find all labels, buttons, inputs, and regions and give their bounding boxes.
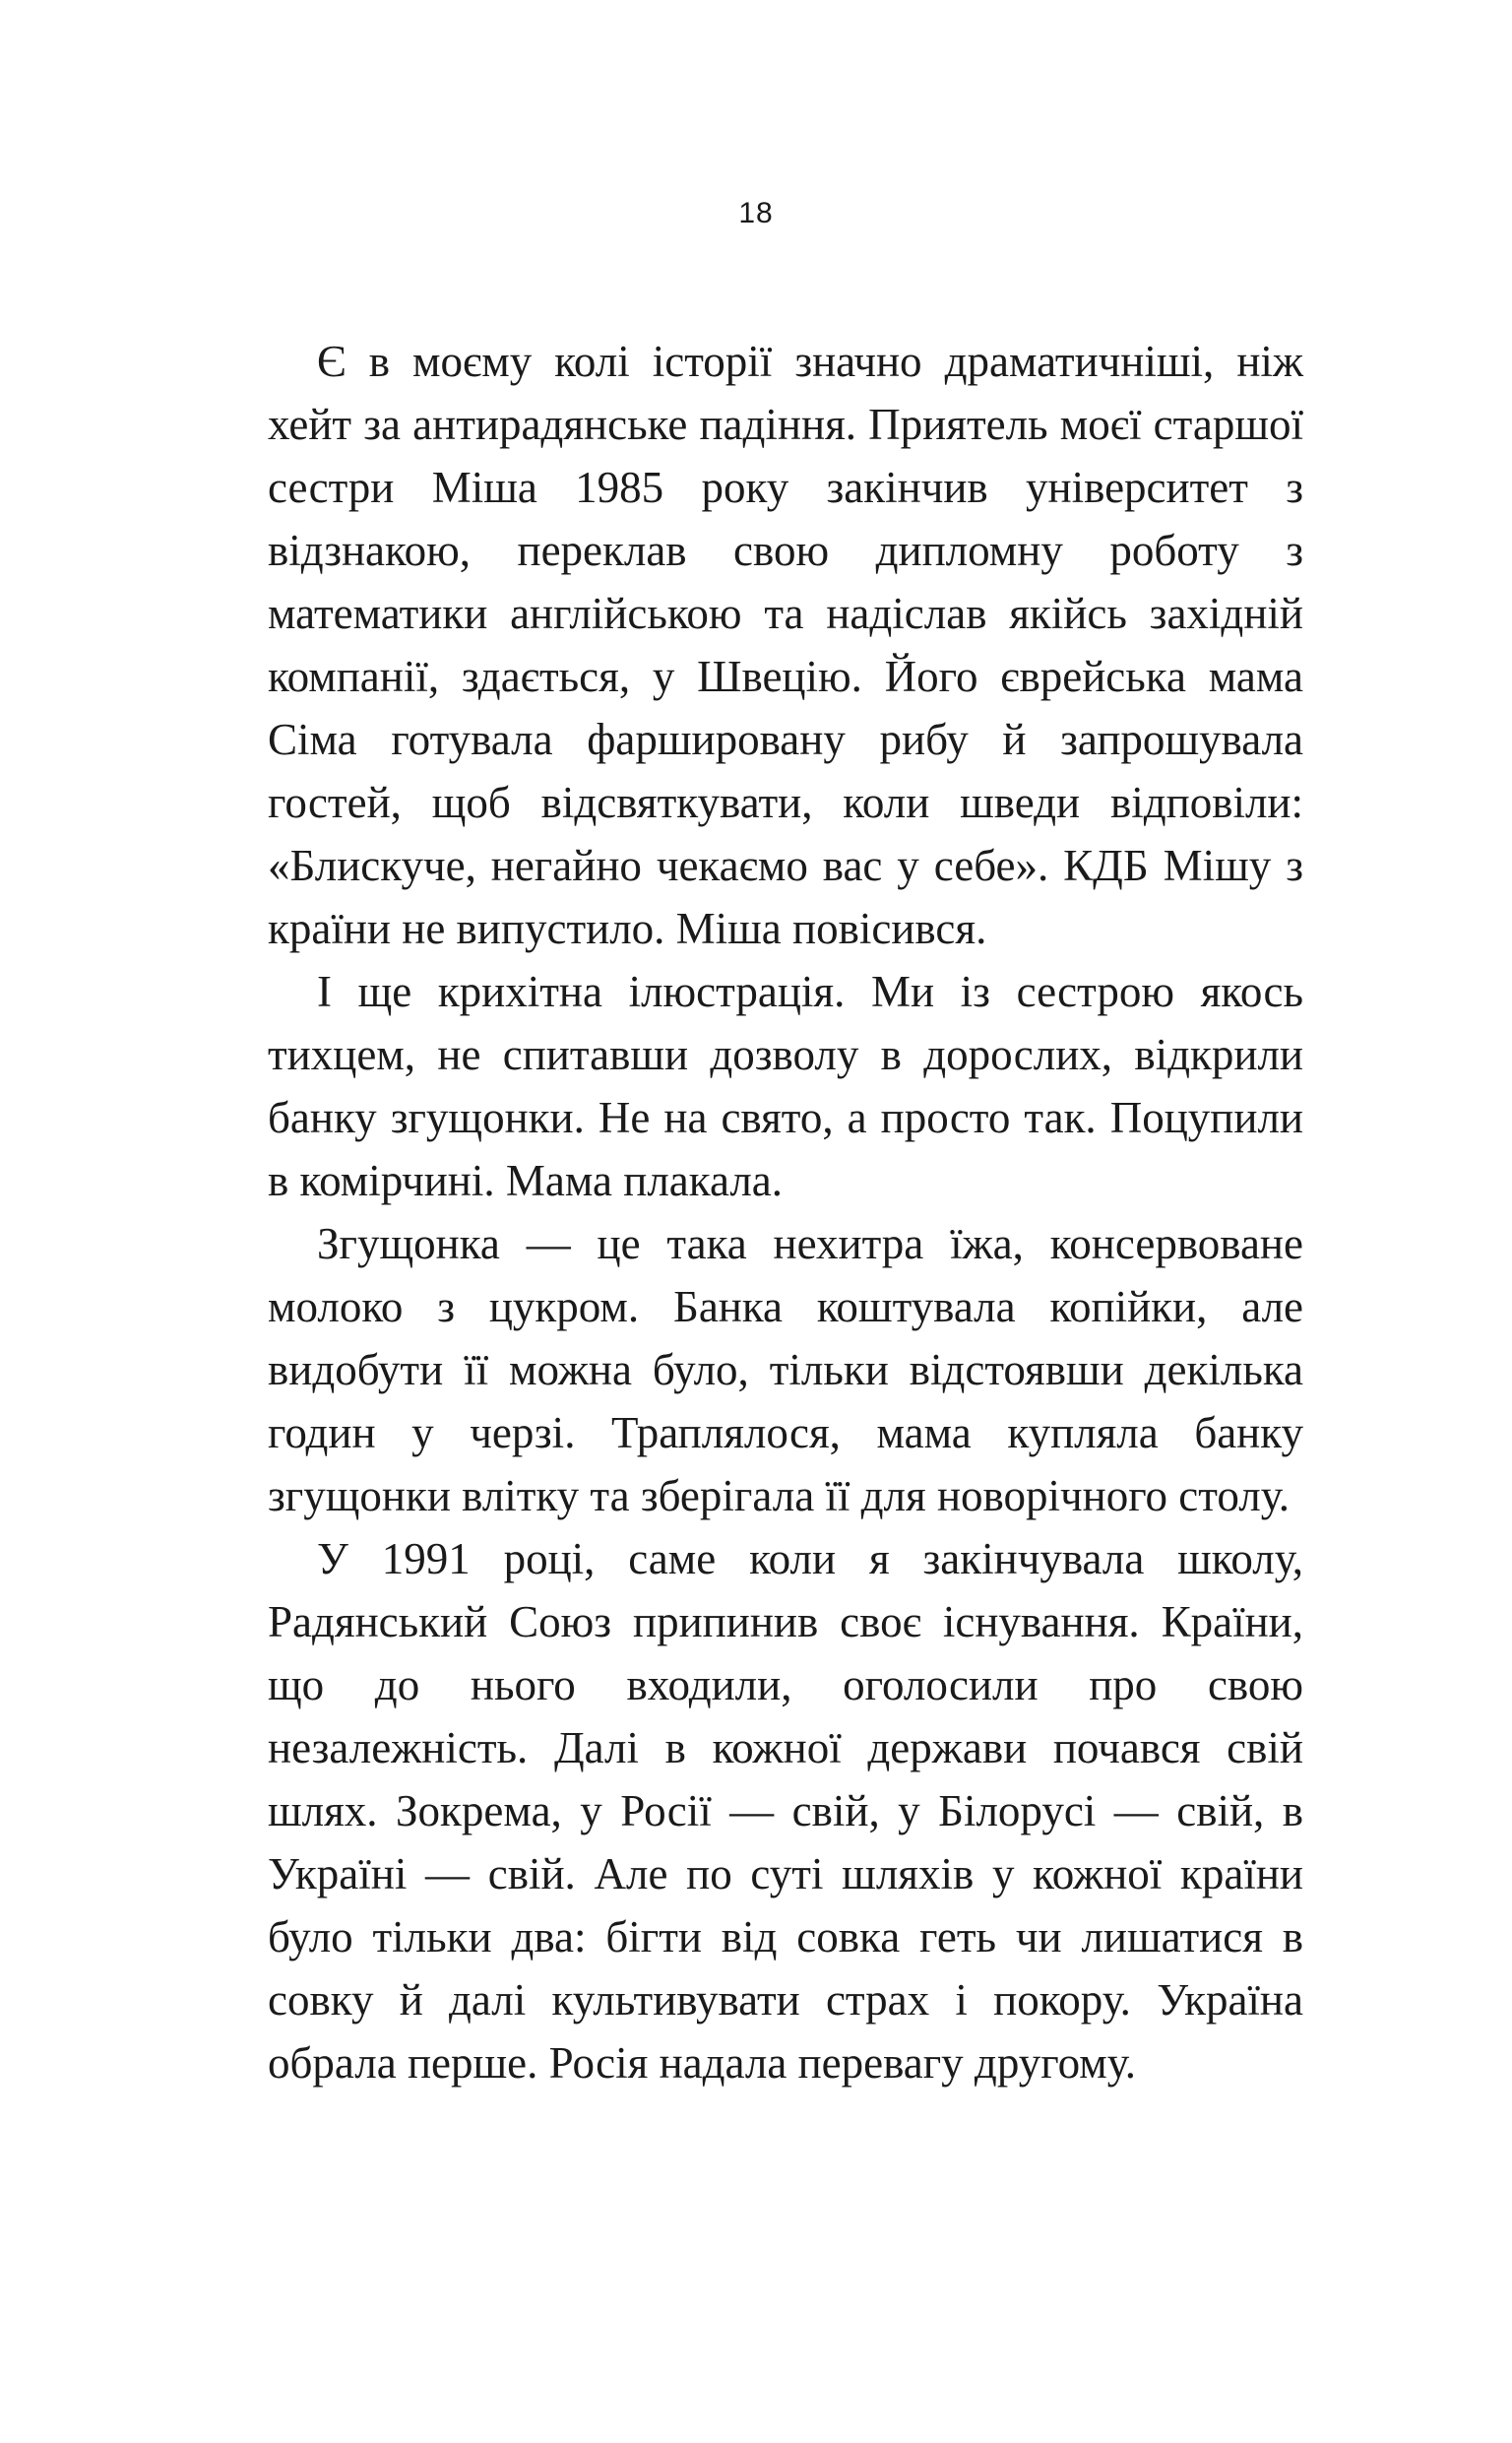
paragraph-1: Є в моєму колі історії значно драматичніші, ніж хейт за антирадянське падіння. Приятель моєї старшої сестри Міша 1985 року закінчив університет з відзнакою, переклав свою дипломну роботу з математики англійською та надіслав якійсь західній компанії, здається, у Швецію. Його єврейська мама Сіма готувала фаршировану рибу й запрошувала гостей, щоб відсвяткувати, коли шведи відповіли: «Блискуче, негайно чекаємо вас у себе». КДБ Мішу з країни не випустило. Міша повісився. [268,337,1303,953]
paragraph-3: Згущонка — це така нехитра їжа, консервоване молоко з цукром. Банка коштувала копійки, але видобути її можна було, тільки відстоявши декілька годин у черзі. Траплялося, мама купляла банку згущонки влітку та зберігала її для новорічного столу. [268,1219,1303,1520]
page-number: 18 [738,197,774,229]
paragraph-4: У 1991 році, саме коли я закінчувала школу, Радянський Союз припинив своє існування. Країни, що до нього входили, оголосили про свою незалежність. Далі в кожної держави почався свій шлях. Зокрема, у Росії — свій, у Білорусі — свій, в Україні — свій. Але по суті шляхів у кожної країни було тільки два: бігти від совка геть чи лишатися в совку й далі культивувати страх і покору. Україна обрала перше. Росія надала перевагу другому. [268,1534,1303,2088]
paragraph-2: І ще крихітна ілюстрація. Ми із сестрою якось тихцем, не спитавши дозволу в дорослих, відкрили банку згущонки. Не на свято, а просто так. Поцупили в комірчині. Мама плакала. [268,967,1303,1205]
body-text [268,330,1303,2094]
